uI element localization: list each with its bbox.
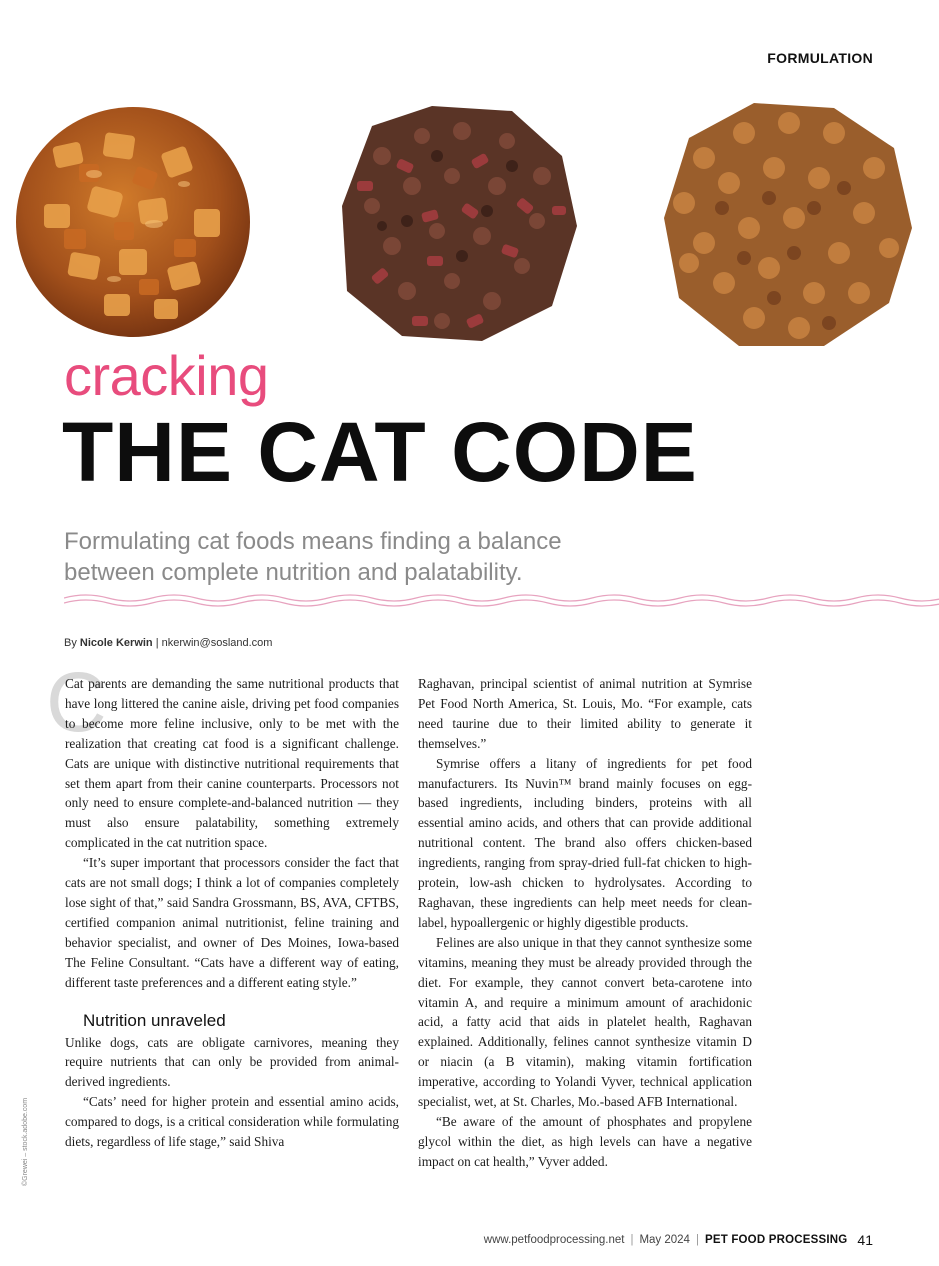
paragraph: Felines are also unique in that they cannot synthesize some vitamins, meaning they must be already provided through the diet. For example, they cannot convert beta-carotene into vitamin A, and require a minimum amount of arachidonic acid, a fatty acid that aids in platelet health, Raghavan explained. Additionally, felines cannot synthesize vitamin D or niacin (a B vitamin), making vitamin fortification imperative, according to Yolandi Vyver, technical application specialist, wet, at St. Charles, Mo.-based AFB International. — [418, 934, 752, 1110]
footer-date: May 2024 — [639, 1234, 690, 1246]
footer-separator: | — [695, 1234, 699, 1246]
footer-url[interactable]: www.petfoodprocessing.net — [483, 1234, 625, 1246]
paragraph: “Be aware of the amount of phosphates and propylene glycol within the diet, as high levels can have a negative impact on cat health,” Vyver added. — [418, 1113, 752, 1169]
byline-prefix: By — [64, 637, 77, 649]
paragraph: Cat parents are demanding the same nutritional products that have long littered the canine aisle, driving pet food companies to become more feline inclusive, only to be met with the realization that creating cat food is a significant challenge. Cats are unique with distinctive nutritional requirements that set them apart from their canine counterparts. Processors not only need to ensure complete-and-balanced nutrition — they must also ensure palatability, something extremely complicated in the cat nutrition space. — [65, 676, 399, 851]
subhead: Nutrition unraveled — [83, 1010, 226, 1030]
wave-divider — [64, 590, 939, 610]
paragraph: Raghavan, principal scientist of animal nutrition at Symrise Pet Food North America, St. Louis, Mo. “For example, cats need taurine due to their limited ability to generate it themselves.” — [418, 676, 752, 751]
mixed-kibble-image — [312, 86, 588, 350]
deck: Formulating cat foods means finding a balance between complete nutrition and palatability. — [64, 528, 562, 586]
headline-kicker: cracking — [64, 344, 269, 407]
photo-credit: ©Grewei – stock.adobe.com — [22, 1097, 29, 1186]
paragraph: “Cats’ need for higher protein and essential amino acids, compared to dogs, is a critical consideration while formulating diets, regardless of life stage,” said Shiva — [65, 1094, 399, 1150]
body-column-right — [418, 674, 752, 1172]
byline-email[interactable]: nkerwin@sosland.com — [161, 637, 273, 649]
page-number: 41 — [857, 1232, 873, 1248]
body-column-left — [65, 674, 399, 1152]
footer-publication: PET FOOD PROCESSING — [704, 1234, 848, 1246]
paragraph: “It’s super important that processors consider the fact that cats are not small dogs; I think a lot of companies completely lose sight of that,” said Sandra Grossmann, BS, AVA, CFTBS, certified companion animal nutritionist, feline training and behavior specialist, and owner of Des Moines, Iowa-based The Feline Consultant. “Cats have a different way of eating, different taste preferences and a different eating style.” — [65, 855, 399, 990]
paragraph: Symrise offers a litany of ingredients for pet food manufacturers. Its Nuvin™ brand mainly focuses on egg-based ingredients, including binders, proteins with all essential amino acids, and others that can provide additional nutritional content. The brand also offers chicken-based ingredients, ranging from spray-dried full-fat chicken to high-protein, low-ash chicken to hydrolysates. According to Raghavan, these ingredients can help meet needs for clean-label, hypoallergenic or highly digestible products. — [418, 755, 752, 930]
page-footer — [484, 1232, 873, 1248]
byline-separator: | — [155, 637, 159, 649]
byline — [64, 637, 272, 649]
paragraph: Unlike dogs, cats are obligate carnivores, meaning they require nutrients that can only be provided from animal-derived ingredients. — [65, 1034, 399, 1090]
byline-author: Nicole Kerwin — [79, 637, 153, 649]
drop-cap: C — [46, 655, 107, 749]
brown-kibble-image — [644, 88, 918, 354]
headline: THE CAT CODE — [62, 405, 698, 499]
section-label: FORMULATION — [767, 50, 873, 66]
wet-cat-food-image — [14, 104, 252, 340]
footer-separator: | — [630, 1234, 634, 1246]
